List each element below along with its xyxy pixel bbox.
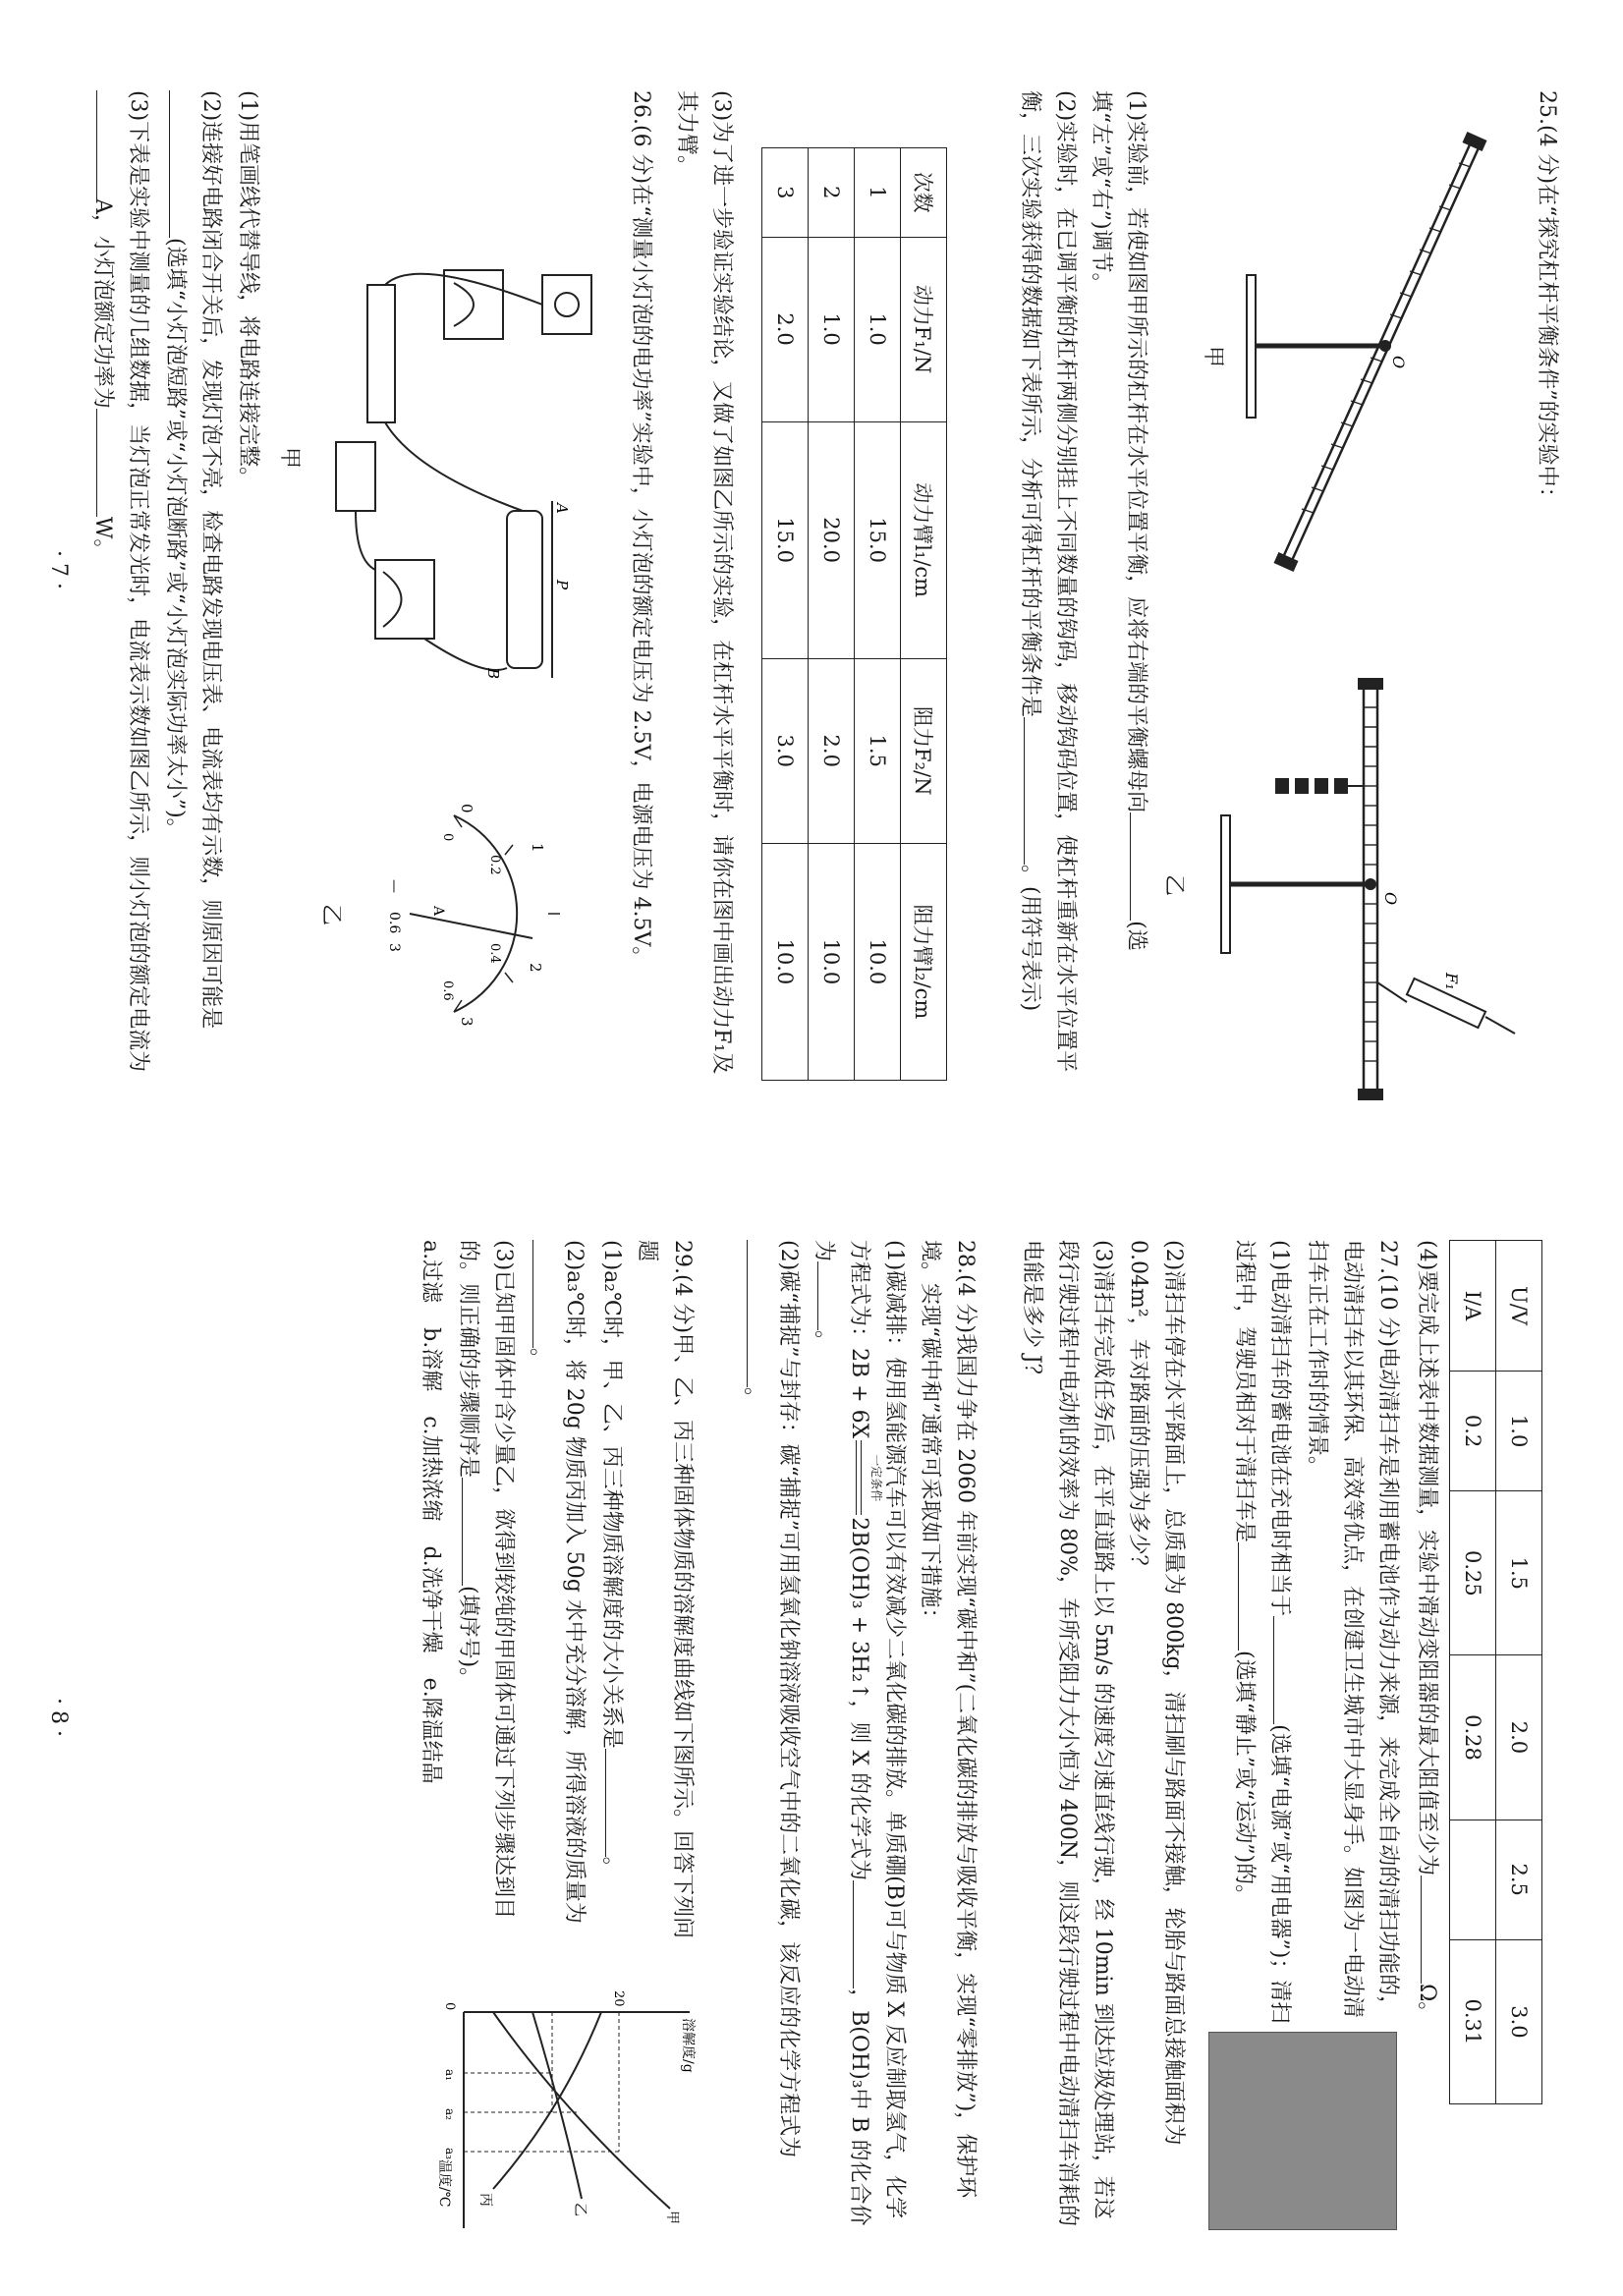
answer-blank[interactable] — [1273, 1616, 1296, 1724]
q29-part1 — [593, 1240, 629, 1957]
table-header: 次数 — [901, 148, 947, 238]
table-row — [809, 148, 855, 1081]
rheostat — [507, 511, 542, 668]
table-row — [1496, 1241, 1542, 2104]
q27-part1 — [1226, 1240, 1297, 2026]
meter-tick-outer: 1 — [529, 843, 546, 853]
q28-part1-text: (1)碳减排：使用氢能源汽车可以有效减少二氧化碳的排放。单质硼(B)可与物质 X 反应制取氢气，化学方程式为：2B + 6X — [847, 1240, 907, 2219]
q28-part1 — [806, 1240, 912, 2232]
row-label: U/V — [1496, 1241, 1542, 1372]
meter-tick: 0.2 — [487, 855, 502, 875]
table-cell: 2 — [809, 148, 855, 238]
q26-part4-text: (4)要完成上述表中数据测量，实验中滑动变阻器的最大阻值至少为 — [1415, 1240, 1439, 1876]
q25-part1 — [1083, 90, 1153, 1083]
option: b.溶解 — [419, 1327, 443, 1392]
reaction-arrow — [841, 1438, 883, 1517]
meter-tick-outer: 2 — [527, 963, 544, 973]
series-label: 甲 — [664, 2211, 680, 2224]
x-tick: a₃ — [443, 2148, 457, 2159]
meter-tick: 0 — [440, 833, 455, 842]
voltage-current-table — [1449, 1240, 1542, 2104]
table-cell: 10.0 — [762, 843, 809, 1080]
q28-title: 28.(4 分)我国力争在 2060 年前实现“碳中和”(二氧化碳的排放与吸收平衡，实现“零排放”)，保护环境。实现“碳中和”通常可采取如下措施： — [918, 1240, 978, 2199]
q29-options — [413, 1240, 448, 1957]
table-header-row — [901, 148, 947, 1081]
meter-terminal: 0.6 — [386, 912, 402, 934]
table-cell: 10.0 — [809, 843, 855, 1080]
q29-title: 29.(4 分)甲、乙、丙三种固体物质的溶解度曲线如下图所示。回答下列问题 — [635, 1240, 695, 1939]
q25-part3: (3)为了进一步验证实验结论，又做了如图乙所示的实验，在杠杆水平平衡时，请你在图中画出动力F₁及其力臂。 — [674, 90, 734, 1075]
meter-tick-outer: 3 — [458, 1017, 476, 1027]
q26-title: 26.(6 分)在“测量小灯泡的电功率”实验中，小灯泡的额定电压为 2.5V，电源电压为 4.5V。 — [629, 90, 653, 969]
table-cell: 2.0 — [762, 237, 809, 421]
pivot-label: O — [1389, 356, 1408, 369]
q26-part2 — [157, 90, 228, 1083]
f1-label: F₁ — [1442, 973, 1461, 990]
q27-part1-text: (1)电动清扫车的蓄电池在充电时相当于 — [1267, 1240, 1292, 1617]
q28-part1-mid2: ，B(OH)₃中 B 的化合价为 — [812, 1240, 871, 2226]
option: a.过滤 — [419, 1240, 443, 1304]
page-8 — [0, 1148, 1623, 2295]
q29-part1-tail: 。 — [599, 1856, 624, 1878]
q29-part1-text: (1)a₂℃时，甲、乙、丙三种物质溶解度的大小关系是 — [599, 1240, 624, 1749]
q27-title: 27.(10 分)电动清扫车是利用蓄电池作为动力来源，来完成全自动的清扫功能的，电动清扫车以其环保、高效等优点，在创建卫生城市中大显身手。如图为一电动清扫车正在工作时的情景。 — [1305, 1240, 1400, 2019]
pivot-label: O — [1381, 892, 1400, 906]
table-cell — [1450, 1820, 1496, 1939]
curve-jia — [493, 2012, 670, 2209]
answer-blank[interactable] — [1238, 1542, 1260, 1651]
q25-part2-tail: 。(用符号表示) — [1018, 865, 1042, 1012]
series-label: 乙 — [572, 2203, 588, 2216]
circuit-label: B — [484, 668, 502, 680]
x-tick: a₁ — [443, 2069, 457, 2081]
page-number: ·8· — [46, 1698, 71, 1743]
lever-data-table — [761, 147, 947, 1081]
lever-bar — [1274, 132, 1487, 572]
page-number: ·7· — [46, 550, 71, 595]
q29-part3 — [450, 1240, 521, 1957]
table-cell: 1.5 — [1496, 1491, 1542, 1655]
table-cell: 3.0 — [762, 658, 809, 843]
meter-tick: 0.4 — [487, 943, 502, 964]
street-sweeper-photo — [1208, 2032, 1397, 2230]
answer-blank[interactable] — [169, 90, 192, 238]
q28-part1-mid: 2B(OH)₃ + 3H₂↑，则 X 的化学式为 — [847, 1517, 871, 1881]
table-cell: 1.5 — [855, 658, 901, 843]
fig-yi-label: 乙 — [318, 904, 343, 926]
meter-tick: 0.6 — [440, 980, 455, 1001]
table-cell: 0.28 — [1450, 1655, 1496, 1820]
table-cell: 2.0 — [1496, 1655, 1542, 1820]
lever-figure-yi — [1201, 678, 1525, 1100]
q26-part4-tail: Ω。 — [1415, 1984, 1439, 2024]
x-tick: 0 — [442, 2002, 457, 2011]
lamp-holder — [542, 275, 591, 334]
circuit-figure-jia — [316, 246, 611, 688]
q26-part3-mid: A，小灯泡额定功率为 — [90, 198, 115, 409]
q26-part1: (1)用笔画线代替导线，将电路连接完整。 — [236, 90, 260, 489]
fig-yi-label: 乙 — [1161, 874, 1186, 897]
q29-part2 — [521, 1240, 591, 1957]
q28-part2 — [735, 1240, 806, 2232]
answer-blank[interactable] — [747, 1240, 769, 1387]
x-tick: a₂ — [443, 2108, 457, 2120]
table-cell: 3.0 — [1496, 1939, 1542, 2103]
option: e.降温结晶 — [419, 1677, 443, 1784]
q28-part1-tail: 。 — [812, 1330, 836, 1353]
table-cell: 2.0 — [809, 658, 855, 843]
table-cell: 2.5 — [1496, 1820, 1542, 1939]
answer-blank[interactable] — [96, 409, 119, 517]
answer-blank[interactable] — [817, 1261, 840, 1330]
q25-part2-text: (2)实验时，在已调平衡的杠杆两侧分别挂上不同数量的钩码，移动钩码位置，使杠杆重新在水平位置平衡，三次实验获得的数据如下表所示，分析可得杠杆的平衡条件是 — [1018, 90, 1078, 1073]
table-cell: 3 — [762, 148, 809, 238]
q25-title: 25.(4 分)在“探究杠杆平衡条件”的实验中： — [1535, 90, 1559, 509]
option: c.加热浓缩 — [419, 1416, 443, 1522]
q28-part2-tail: 。 — [741, 1387, 765, 1410]
table-cell: 0.2 — [1450, 1372, 1496, 1491]
q26-part4 — [1409, 1240, 1444, 2232]
q29-part3-tail: (填序号)。 — [456, 1586, 480, 1690]
table-header: 动力F₁/N — [901, 237, 947, 421]
table-cell: 15.0 — [855, 421, 901, 658]
meter-needle — [410, 914, 532, 938]
meter-arc — [454, 815, 517, 1012]
table-cell: 1 — [855, 148, 901, 238]
x-axis-label: 温度/℃ — [436, 2159, 452, 2208]
q26-part2-text: (2)连接好电路闭合开关后，发现灯泡不亮，检查电路发现电压表、电流表均有示数，则原因可能是 — [198, 90, 223, 1030]
table-header: 阻力臂l₂/cm — [901, 843, 947, 1080]
lever-figure-jia — [1238, 128, 1533, 589]
table-cell: 0.25 — [1450, 1491, 1496, 1655]
lever-stand — [1221, 815, 1376, 953]
answer-blank[interactable] — [96, 90, 119, 198]
solubility-curve-graph — [424, 1963, 709, 2238]
meter-terminal: — — [386, 879, 402, 893]
table-cell: 0.31 — [1450, 1939, 1496, 2103]
answer-blank[interactable] — [605, 1749, 628, 1857]
switch — [336, 442, 375, 511]
series-label: 丙 — [477, 2193, 493, 2207]
q29-part3-text: (3)已知甲固体中含少量乙，欲得到较纯的甲固体可通过下列步骤达到目的。则正确的步骤顺序是 — [456, 1240, 516, 1920]
table-cell: 10.0 — [855, 843, 901, 1080]
answer-blank[interactable] — [1024, 717, 1046, 865]
q27-part2: (2)清扫车停在水平路面上，总质量为 800kg，清扫刷与路面不接触，轮胎与路面总接触面积为 0.04m²，车对路面的压强为多少？ — [1126, 1240, 1186, 2146]
q25-part1-tail: (选填“左”或“右”)调节。 — [1089, 90, 1148, 951]
q27-part3: (3)清扫车完成任务后，在平直道路上以 5m/s 的速度匀速直线行驶，经 10min 到达垃圾处理站，若这段行驶过程中电动机的效率为 80%，车所受阻力大小恒为 400N，则这段行驶过程中电动清扫车消耗的电能是多少 J？ — [1020, 1240, 1115, 2227]
answer-blank[interactable] — [1421, 1876, 1443, 1984]
table-row — [762, 148, 809, 1081]
fig-jia-label: 甲 — [1201, 346, 1225, 368]
q28-part2-text: (2)碳“捕捉”与封存：碳“捕捉”可用氢氧化钠溶液吸收空气中的二氧化碳，该反应的化学方程式为 — [776, 1240, 801, 2158]
meter-terminal: 3 — [386, 943, 402, 952]
reaction-condition: 一定条件 — [869, 1454, 883, 1502]
table-cell: 1.0 — [809, 237, 855, 421]
q29-part2-text: (2)a₃℃时，将 20g 物质丙加入 50g 水中充分溶解，所得溶液的质量为 — [562, 1240, 587, 1924]
circuit-label: P — [553, 580, 571, 590]
table-header: 动力臂l₁/cm — [901, 421, 947, 658]
y-axis-label: 溶解度/g — [680, 2018, 696, 2073]
option: d.洗净干燥 — [419, 1545, 443, 1653]
ammeter-figure-yi — [375, 786, 601, 1041]
table-cell: 20.0 — [809, 421, 855, 658]
q27-part1-tail: (选填“静止”或“运动”)的。 — [1232, 1651, 1257, 1907]
hook-weights — [1275, 778, 1364, 794]
table-header: 阻力F₂/N — [901, 658, 947, 843]
answer-blank[interactable] — [1130, 812, 1152, 921]
answer-blank[interactable] — [532, 1240, 555, 1348]
circuit-label: A — [553, 503, 571, 514]
meter-tick-outer: 0 — [458, 804, 476, 813]
q27-part1-mid: (选填“电源”或“用电器”)；清扫过程中，驾驶员相对于清扫车是 — [1232, 1240, 1292, 2024]
curve-yi — [532, 2012, 582, 2199]
answer-blank[interactable] — [462, 1478, 484, 1586]
lever-stand — [1247, 275, 1391, 418]
curve-bing — [493, 2012, 601, 2189]
q29-part2-tail: 。 — [527, 1348, 551, 1371]
y-tick: 20 — [611, 1990, 626, 2007]
q26-part3-tail: W。 — [90, 516, 115, 561]
table-row — [1450, 1241, 1496, 2104]
table-cell: 1.0 — [855, 237, 901, 421]
q26-part3 — [84, 90, 155, 1083]
fig-jia-label: 甲 — [277, 447, 302, 470]
row-label: I/A — [1450, 1241, 1496, 1372]
q26-part2-tail: (选填“小灯泡短路”或“小灯泡断路”或“小灯泡实际功率太小”)。 — [163, 238, 188, 840]
answer-blank[interactable] — [853, 1880, 875, 1988]
q26-part3-text: (3)下表是实验中测量的几组数据，当灯泡正常发光时，电流表示数如图乙所示，则小灯泡的额定电流为 — [126, 90, 150, 1073]
table-cell: 1.0 — [1496, 1372, 1542, 1491]
q25-part1-text: (1)实验前，若使如图甲所示的杠杆在水平位置平衡，应将右端的平衡螺母向 — [1124, 90, 1148, 813]
table-cell: 15.0 — [762, 421, 809, 658]
q25-part2 — [1012, 90, 1083, 1083]
battery — [367, 285, 395, 422]
meter-unit: A — [430, 906, 446, 917]
table-row — [855, 148, 901, 1081]
